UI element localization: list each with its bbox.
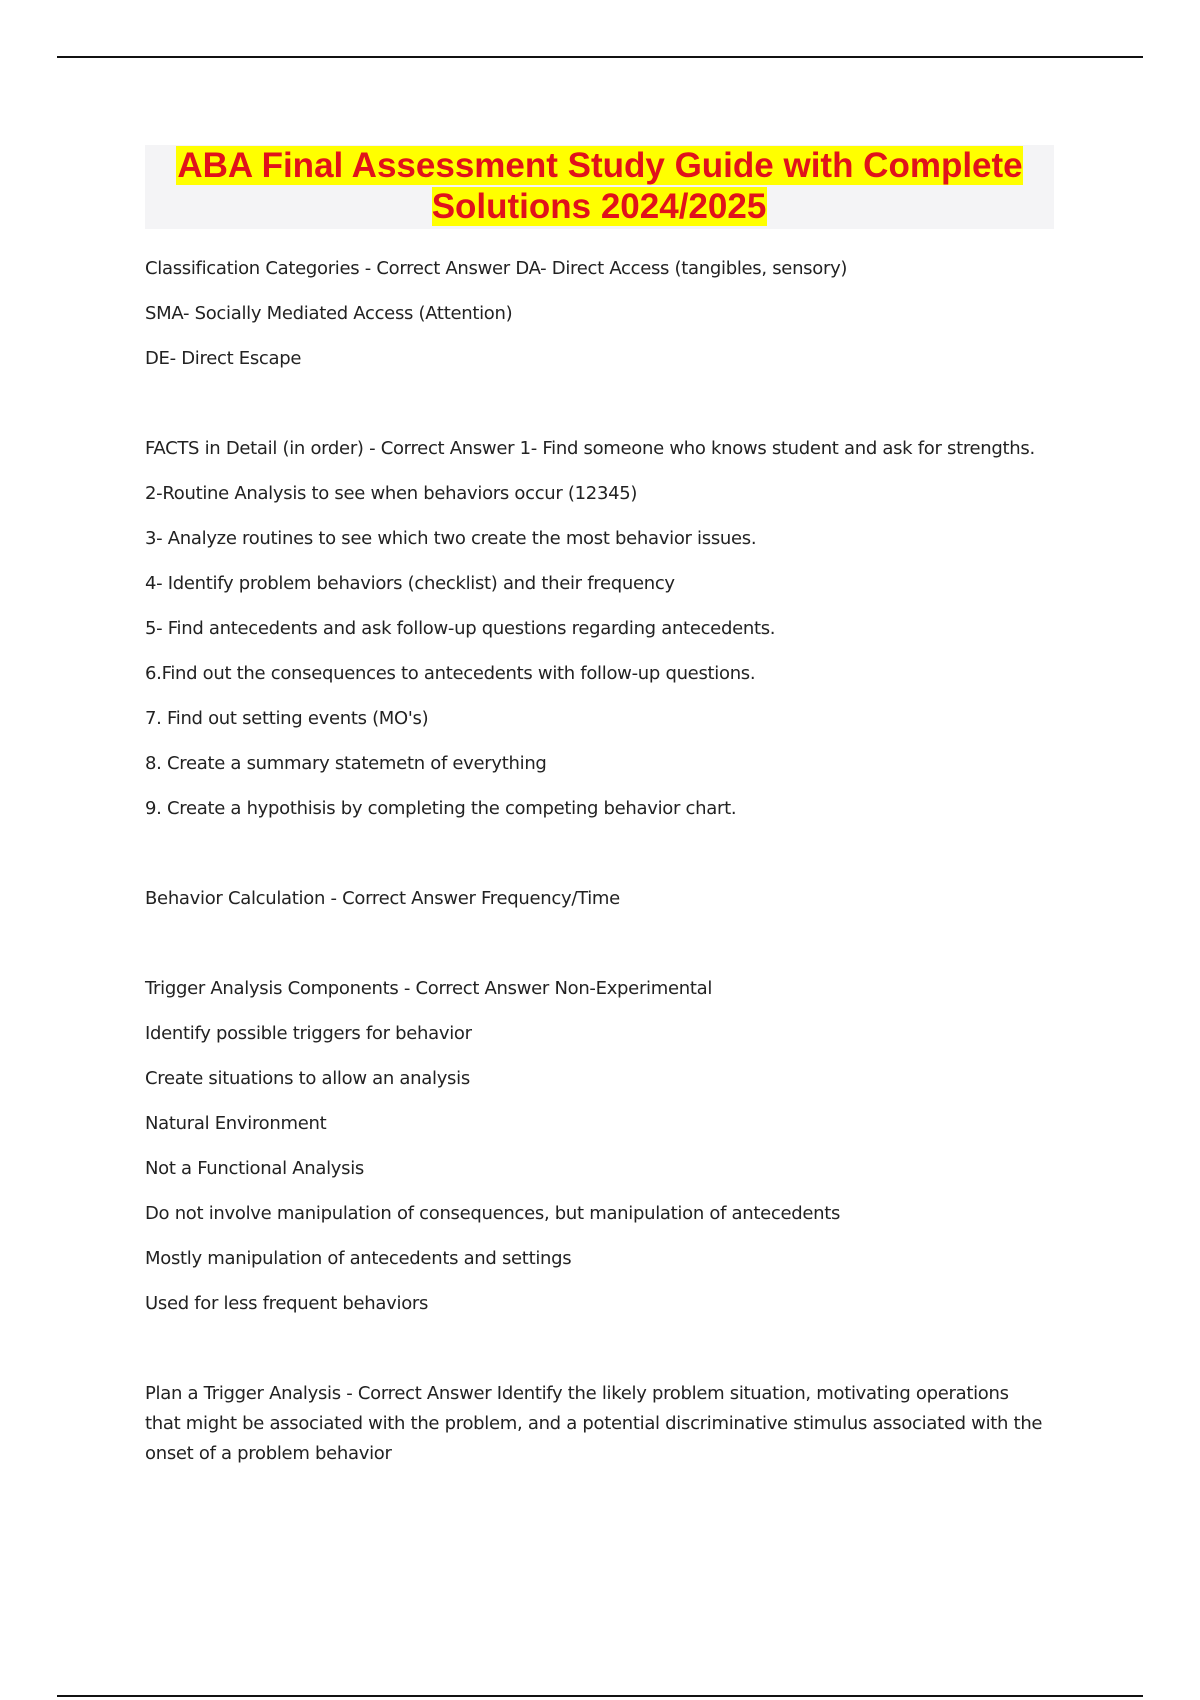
- paragraph: FACTS in Detail (in order) - Correct Answer 1- Find someone who knows student and ask for strengths.: [145, 438, 1035, 459]
- section-behavior-calculation: [145, 884, 1045, 914]
- paragraph: Natural Environment: [145, 1113, 327, 1134]
- paragraph: Behavior Calculation - Correct Answer Frequency/Time: [145, 888, 620, 909]
- document-body: [145, 254, 1045, 1469]
- paragraph: Mostly manipulation of antecedents and settings: [145, 1248, 572, 1269]
- document-title: ABA Final Assessment Study Guide with Complete Solutions 2024/2025: [177, 146, 1023, 226]
- paragraph: 4- Identify problem behaviors (checklist) and their frequency: [145, 573, 675, 594]
- section-trigger-analysis: [145, 974, 1045, 1319]
- section-classification: [145, 254, 1045, 374]
- paragraph: Used for less frequent behaviors: [145, 1293, 429, 1314]
- paragraph: Identify possible triggers for behavior: [145, 1023, 472, 1044]
- paragraph: 7. Find out setting events (MO's): [145, 708, 429, 729]
- paragraph: 6.Find out the consequences to antecedents with follow-up questions.: [145, 663, 756, 684]
- paragraph: 3- Analyze routines to see which two create the most behavior issues.: [145, 528, 757, 549]
- section-facts: [145, 434, 1045, 824]
- paragraph: Do not involve manipulation of consequences, but manipulation of antecedents: [145, 1203, 841, 1224]
- paragraph: 9. Create a hypothisis by completing the competing behavior chart.: [145, 798, 737, 819]
- paragraph: 8. Create a summary statemetn of everything: [145, 753, 547, 774]
- paragraph: 2-Routine Analysis to see when behaviors occur (12345): [145, 483, 638, 504]
- paragraph: Classification Categories - Correct Answer DA- Direct Access (tangibles, sensory): [145, 258, 848, 279]
- title-block: [145, 145, 1054, 229]
- paragraph: Create situations to allow an analysis: [145, 1068, 470, 1089]
- paragraph: Not a Functional Analysis: [145, 1158, 364, 1179]
- paragraph: SMA- Socially Mediated Access (Attention): [145, 303, 513, 324]
- paragraph: DE- Direct Escape: [145, 348, 302, 369]
- top-rule: [57, 56, 1143, 58]
- paragraph: 5- Find antecedents and ask follow-up questions regarding antecedents.: [145, 618, 776, 639]
- paragraph: Plan a Trigger Analysis - Correct Answer Identify the likely problem situation, motivating operations that might be associated with the problem, and a potential discriminative stimulus associated with the onset of a problem behavior: [145, 1383, 1043, 1464]
- bottom-rule: [57, 1695, 1143, 1697]
- paragraph: Trigger Analysis Components - Correct Answer Non-Experimental: [145, 978, 713, 999]
- section-plan-trigger-analysis: [145, 1379, 1045, 1469]
